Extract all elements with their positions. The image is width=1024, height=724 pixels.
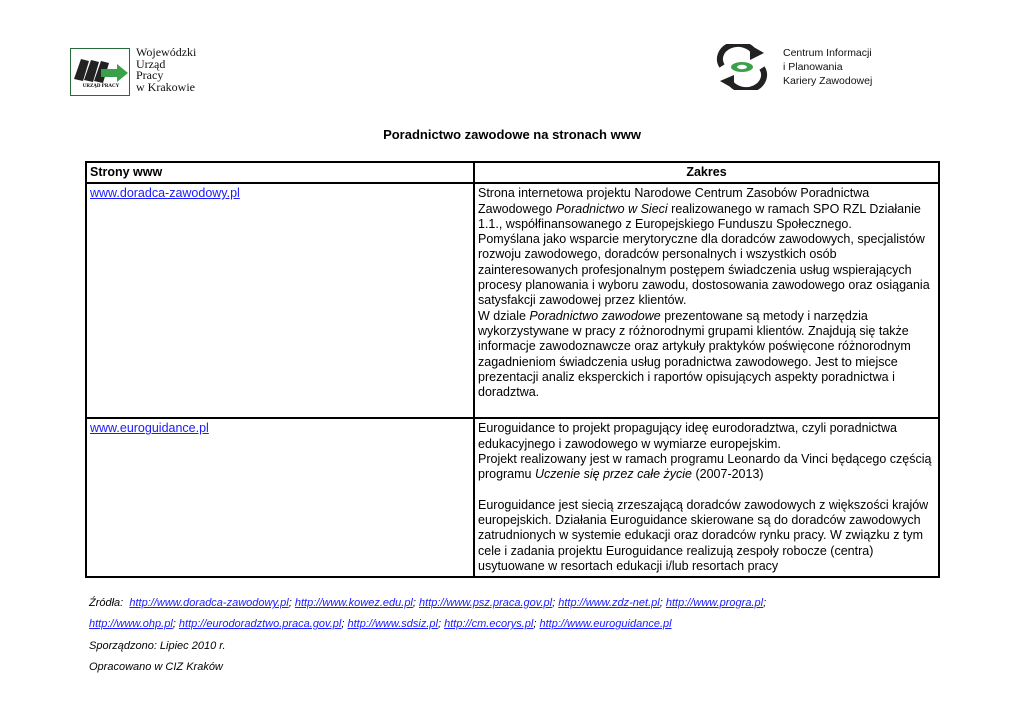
ciz-logo-text	[783, 46, 872, 88]
separator: ;	[172, 618, 176, 630]
separator: ;	[437, 618, 442, 630]
wup-logo-emblem	[70, 48, 130, 96]
sources-line	[89, 597, 766, 609]
site-cell	[86, 183, 474, 418]
ciz-logo-line: Kariery Zawodowej	[783, 75, 873, 87]
separator: ;	[341, 618, 345, 630]
wup-logo-line: Wojewódzki	[136, 45, 197, 59]
separator: ;	[552, 597, 556, 609]
ciz-logo-line: Centrum Informacji	[783, 47, 872, 59]
spacer	[478, 400, 935, 415]
source-link[interactable]: http://www.doradca-zawodowy.pl	[129, 597, 289, 609]
scope-paragraph: Euroguidance to projekt propagujący ideę eurodoradztwa, czyli poradnictwa edukacyjnego i zawodowego w wymiarze europejskim.	[478, 421, 898, 451]
separator: ;	[288, 597, 292, 609]
scope-paragraph: Euroguidance jest siecią zrzeszającą doradców zawodowych z większości krajów europejskich. Działania Euroguidance skierowane są do doradców zawodowych zatrudnionych w systemie edukacji oraz doradców rynku pracy. W związku z tym cele i zadania projektu Euroguidance realizują zespoły robocze (centra) usytuowane w resortach edukacji i/lub resortach pracy	[478, 497, 929, 573]
wup-logo-line: Urząd	[136, 56, 166, 71]
separator: ;	[412, 597, 416, 609]
scope-paragraph	[478, 452, 935, 483]
scope-paragraph: Pomyślana jako wsparcie merytoryczne dla doradców zawodowych, specjalistów rozwoju zawodowego, doradców personalnych i wszystkich osób zainteresowanych profesjonalnym postępem świadczenia usług wspierających procesy planowania i wyboru zawodu, dostosowania zawodowego oraz osiągania satysfakcji zawodowej przez klientów.	[478, 232, 930, 308]
scope-paragraph	[478, 309, 935, 401]
emphasis-text: Poradnictwo zawodowe	[529, 308, 661, 323]
source-link[interactable]: http://www.sdsiz.pl	[347, 618, 438, 630]
source-link[interactable]: http://www.psz.praca.gov.pl	[419, 597, 553, 609]
table-header-row	[86, 162, 939, 183]
ciz-logo	[714, 44, 914, 92]
site-link[interactable]: www.doradca-zawodowy.pl	[90, 186, 240, 201]
text-span: W dziale	[478, 308, 530, 323]
separator: ;	[763, 597, 767, 609]
emphasis-text: Uczenie się przez całe życie	[534, 467, 692, 482]
websites-table	[85, 161, 940, 578]
wup-logo-text	[136, 47, 196, 93]
source-link[interactable]: http://cm.ecorys.pl	[444, 618, 534, 630]
table-row	[86, 418, 939, 577]
text-span: Strona internetowa projektu Narodowe Centrum Zasobów Poradnictwa Zawodowego	[478, 186, 870, 216]
ciz-logo-line: i Planowania	[783, 61, 843, 73]
source-link[interactable]: http://www.kowez.edu.pl	[294, 597, 413, 609]
text-span: (2007-2013)	[692, 467, 764, 482]
page-title: Poradnictwo zawodowe na stronach www	[383, 127, 641, 142]
source-link[interactable]: http://www.zdz-net.pl	[558, 597, 660, 609]
emphasis-text: Poradnictwo w Sieci	[555, 201, 668, 216]
wup-logo	[70, 45, 210, 98]
source-link[interactable]: http://www.ohp.pl	[89, 618, 173, 630]
scope-cell	[474, 418, 939, 577]
source-link[interactable]: http://www.euroguidance.pl	[539, 618, 672, 630]
source-link[interactable]: http://eurodoradztwo.praca.gov.pl	[178, 618, 342, 630]
header-sites: Strony www	[86, 162, 474, 183]
site-link[interactable]: www.euroguidance.pl	[90, 421, 209, 436]
wup-logo-line: w Krakowie	[136, 79, 195, 94]
wup-emblem-icon	[71, 49, 131, 97]
text-span: realizowanego w ramach SPO RZL Działanie 1.1., współfinansowanego z Europejskiego Funduszu Społecznego.	[478, 201, 921, 231]
text-span: Projekt realizowany jest w ramach programu Leonardo da Vinci będącego częścią programu	[478, 452, 932, 482]
prepared-date: Sporządzono: Lipiec 2010 r.	[89, 640, 226, 652]
site-cell	[86, 418, 474, 577]
wup-logo-caption: URZĄD PRACY	[82, 84, 120, 89]
source-link[interactable]: http://www.progra.pl	[665, 597, 764, 609]
separator: ;	[533, 618, 537, 630]
scope-paragraph	[478, 186, 935, 232]
sources-label: Źródła:	[89, 597, 124, 609]
text-span: prezentowane są metody i narzędzia wykorzystywane w pracy z różnorodnymi grupami klientów. Znajdują się także informacje zawodoznawcze oraz artykuły praktyków poświęcone różnorodnym zagadnieniom świadczenia usług poradnictwa zawodowego. Jest to miejsce prezentacji analiz eksperckich i raportów opisujących aspekty poradnictwa i doradztwa.	[478, 308, 911, 400]
header-scope: Zakres	[474, 162, 939, 183]
table-row	[86, 183, 939, 418]
sources-line	[89, 618, 672, 630]
scope-cell	[474, 183, 939, 418]
recycle-arrows-icon	[714, 44, 770, 90]
wup-logo-line: Pracy	[136, 68, 164, 82]
separator: ;	[659, 597, 663, 609]
prepared-by: Opracowano w CIZ Kraków	[89, 661, 223, 673]
